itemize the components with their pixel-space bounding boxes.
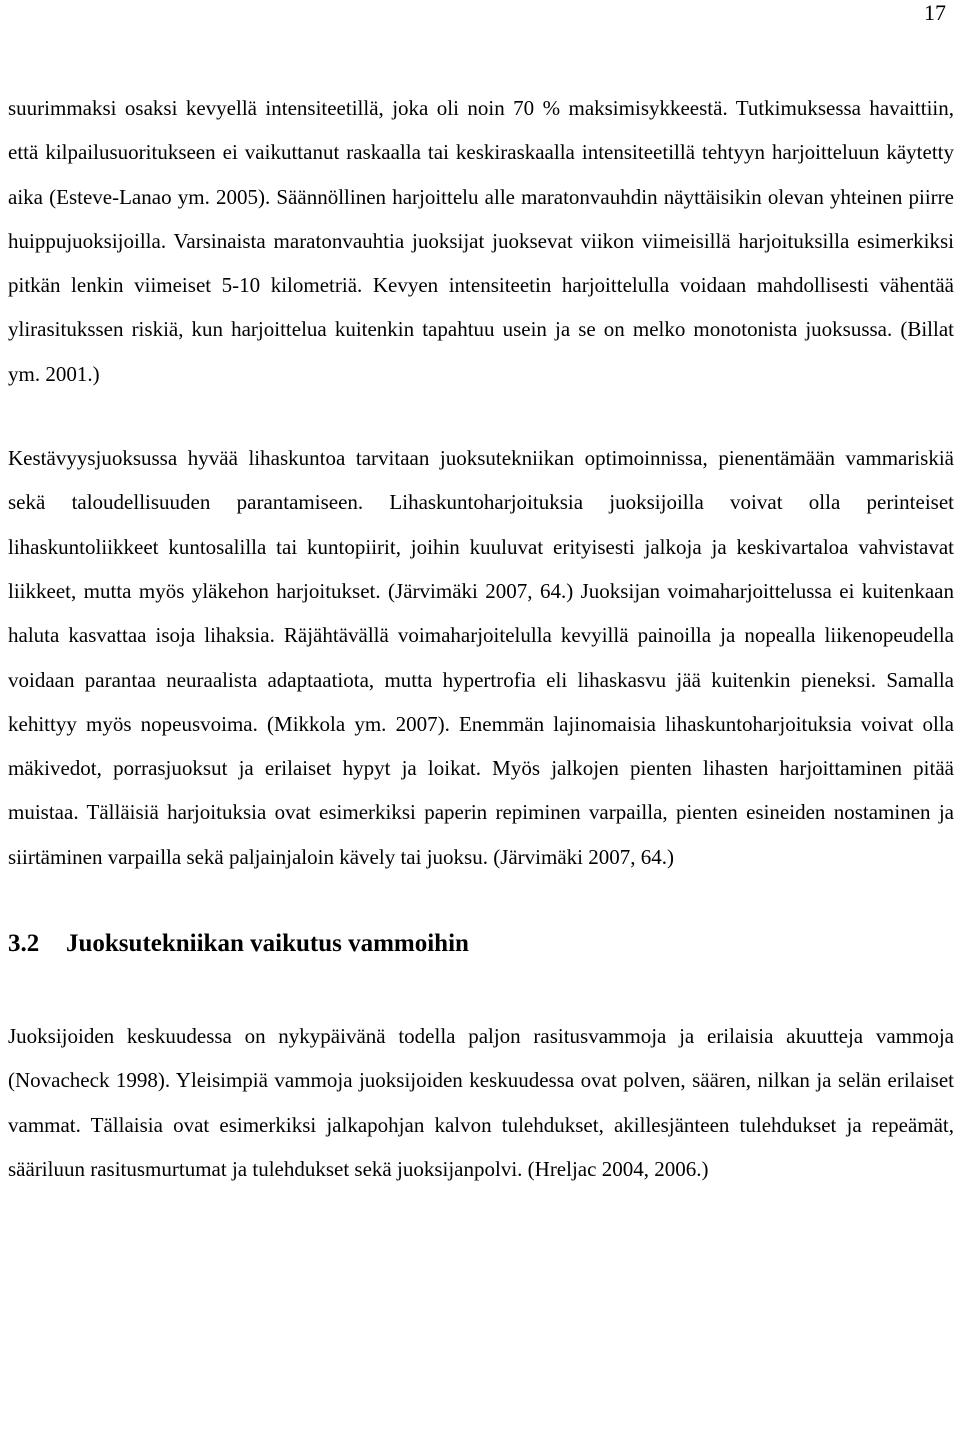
paragraph-running-injuries: Juoksijoiden keskuudessa on nykypäivänä todella paljon rasitusvammoja ja erilaisia akuutteja vammoja (Novacheck 1998). Yleisimpiä vammoja juoksijoiden keskuudessa ovat polven, säären, nilkan ja selän erilaiset vammat. Tällaisia ovat esimerkiksi jalkapohjan kalvon tulehdukset, akillesjänteen tulehdukset ja repeämät, sääriluun rasitusmurtumat ja tulehdukset sekä juoksijanpolvi. (Hreljac 2004, 2006.)	[8, 1024, 954, 1181]
paragraph-strength-training: Kestävyysjuoksussa hyvää lihaskuntoa tarvitaan juoksutekniikan optimoinnissa, pienentämään vammariskiä sekä taloudellisuuden parantamiseen. Lihaskuntoharjoituksia juoksijoilla voivat olla perinteiset lihaskuntoliikkeet kuntosalilla tai kuntopiirit, joihin kuuluvat erityisesti jalkoja ja keskivartaloa vahvistavat liikkeet, mutta myös yläkehon harjoitukset. (Järvimäki 2007, 64.) Juoksijan voimaharjoittelussa ei kuitenkaan haluta kasvattaa isoja lihaksia. Räjähtävällä voimaharjoitelulla kevyillä painoilla ja nopealla liikenopeudella voidaan parantaa neuraalista adaptaatiota, mutta hypertrofia eli lihaskasvu jää kuitenkin pieneksi. Samalla kehittyy myös nopeusvoima. (Mikkola ym. 2007). Enemmän lajinomaisia lihaskuntoharjoituksia voivat olla mäkivedot, porrasjuoksut ja erilaiset hypyt ja loikat. Myös jalkojen pienten lihasten harjoittaminen pitää muistaa. Tälläisiä harjoituksia ovat esimerkiksi paperin repiminen varpailla, pienten esineiden nostaminen ja siirtäminen varpailla sekä paljainjaloin kävely tai juoksu. (Järvimäki 2007, 64.)	[8, 446, 954, 869]
document-body	[8, 86, 954, 1191]
section-title: Juoksutekniikan vaikutus vammoihin	[66, 930, 469, 958]
section-number: 3.2	[8, 930, 40, 958]
page-number: 17	[924, 0, 946, 25]
section-heading	[8, 924, 954, 964]
paragraph-training-intensity: suurimmaksi osaksi kevyellä intensiteetillä, joka oli noin 70 % maksimisykkeestä. Tutkimuksessa havaittiin, että kilpailusuoritukseen ei vaikuttanut raskaalla tai keskiraskaalla intensiteetillä tehtyyn harjoitteluun käytetty aika (Esteve-Lanao ym. 2005). Säännöllinen harjoittelu alle maratonvauhdin näyttäisikin olevan yhteinen piirre huippujuoksijoilla. Varsinaista maratonvauhtia juoksijat juoksevat viikon viimeisillä harjoituksilla esimerkiksi pitkän lenkin viimeiset 5-10 kilometriä. Kevyen intensiteetin harjoittelulla voidaan mahdollisesti vähentää ylirasitukssen riskiä, kun harjoittelua kuitenkin tapahtuu usein ja se on melko monotonista juoksussa. (Billat ym. 2001.)	[8, 96, 954, 386]
